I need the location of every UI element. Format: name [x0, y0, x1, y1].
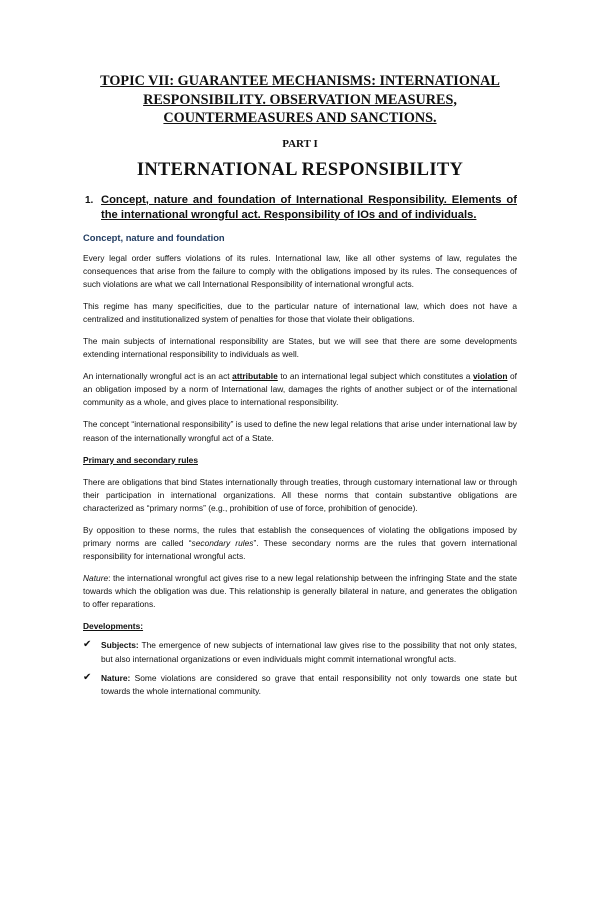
list-item-label: Nature:	[101, 672, 131, 683]
paragraph-1: Every legal order suffers violations of its rules. International law, like all other systems of law, regulates the consequences that arise from the failure to comply with the obligations imposed by its rules. The consequences of such violations are what we call International Responsibility of international wrongful acts.	[83, 252, 517, 289]
check-icon: ✔	[83, 671, 92, 683]
p4-part-c: to an international legal subject which constitutes a	[277, 371, 474, 382]
term-secondary-rules: secondary rules	[191, 538, 254, 548]
paragraph-4	[83, 370, 517, 409]
list-item-label: Subjects:	[101, 640, 139, 651]
paragraph-3: The main subjects of international responsibility are States, but we will see that there are some developments extending international responsibility to individuals as well.	[83, 335, 517, 360]
list-item-content	[101, 639, 517, 665]
developments-list	[83, 639, 517, 697]
paragraph-6: There are obligations that bind States internationally through treaties, through customary international law or through their participation in international organizations. All these norms that contain substantive obligations are characterized as “primary norms” (e.g., prohibition of use of force, prohibition of genocide).	[83, 476, 517, 513]
topic-title: TOPIC VII: GUARANTEE MECHANISMS: INTERNATIONAL RESPONSIBILITY. OBSERVATION MEASURES, COUNTERMEASURES AND SANCTIONS.	[100, 73, 500, 126]
term-violation: violation	[473, 371, 508, 382]
list-item	[83, 672, 517, 698]
term-attributable: attributable	[232, 371, 278, 382]
paragraph-5: The concept “international responsibility” is used to define the new legal relations that arise under international law by reason of the internationally wrongful act of a State.	[83, 419, 517, 443]
p8-part-b: : the international wrongful act gives rise to a new legal relationship between the infringing State and the state towards which the obligation was due. This relationship is generally bilateral in nature, and generates the obligation to offer reparations.	[83, 573, 517, 610]
paragraph-2: This regime has many specificities, due to the particular nature of international law, which does not have a centralized and institutionalized system of penalties for those that violate their obligations.	[83, 300, 517, 324]
subheading-primary-secondary: Primary and secondary rules	[83, 454, 198, 465]
section-heading	[83, 193, 517, 223]
paragraph-8	[83, 572, 517, 611]
part-label: PART I	[282, 137, 318, 150]
list-item	[83, 639, 517, 665]
p7-part-a: By opposition to these norms, the rules that establish the consequences of violating the obligations imposed by primary norms are called “	[83, 524, 517, 548]
subheading-concept: Concept, nature and foundation	[83, 231, 225, 243]
document-page	[0, 72, 600, 920]
p7-part-c: ”. These secondary norms are the rules that govern international responsibility for international wrongful acts.	[83, 538, 517, 562]
section-title: Concept, nature and foundation of International Responsibility. Elements of the international wrongful act. Responsibility of IOs and of individuals.	[101, 193, 517, 221]
p4-part-e: of an obligation imposed by a norm of International law, damages the rights of another subject or of the international community as a whole, and gives place to international responsibility.	[83, 371, 517, 408]
list-item-text: Some violations are considered so grave that entail responsibility not only towards one state but towards the whole international community.	[101, 672, 517, 696]
part-title: INTERNATIONAL RESPONSIBILITY	[136, 159, 464, 180]
p4-part-a: An internationally wrongful act is an act	[83, 371, 233, 382]
list-item-content	[101, 672, 517, 698]
term-nature: Nature	[83, 573, 109, 584]
paragraph-7	[83, 524, 517, 563]
list-item-text: The emergence of new subjects of international law gives rise to the possibility that not only states, but also international organizations or even individuals might commit international wrongful acts.	[101, 640, 517, 664]
section-number: 1.	[85, 194, 94, 206]
check-icon: ✔	[83, 639, 92, 651]
subheading-developments: Developments:	[83, 621, 144, 632]
